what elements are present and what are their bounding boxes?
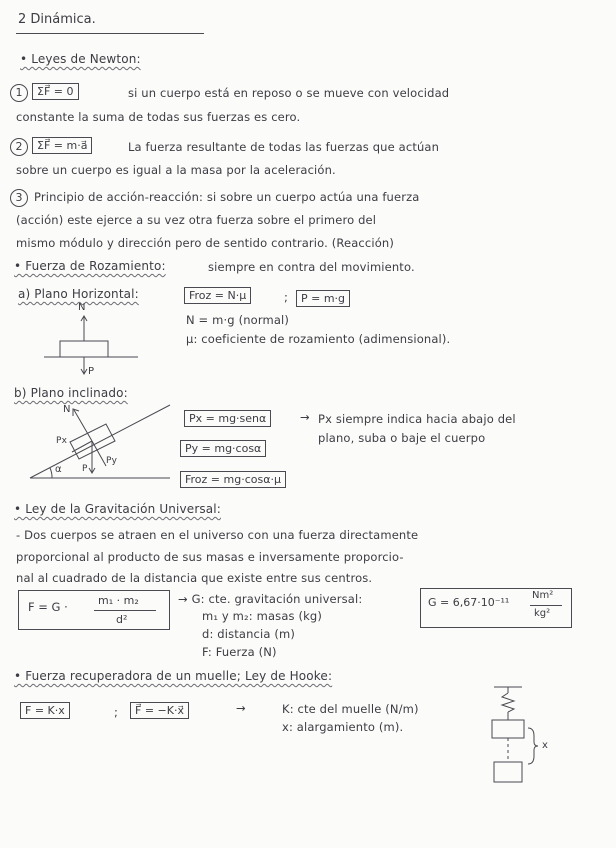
inclined-py-label: Py [106, 456, 118, 466]
inclined-froz-formula: Froz = mg·cosα·μ [180, 471, 286, 488]
law2-number: 2 [10, 138, 28, 156]
law2-text-line1: La fuerza resultante de todas las fuerzas que actúan [128, 140, 440, 154]
law2-formula: ΣF⃗ = m·a⃗ [32, 137, 92, 154]
gravitation-formula-numerator: m₁ · m₂ [98, 594, 139, 607]
hooke-formula-separator: ; [114, 705, 119, 719]
g-value: G = 6,67·10⁻¹¹ [428, 596, 510, 609]
horizontal-formula-separator: ; [284, 290, 289, 304]
g-definition: → G: cte. gravitación universal: [178, 592, 363, 606]
gravitation-heading: • Ley de la Gravitación Universal: [14, 502, 221, 516]
inclined-alpha-label: α [55, 464, 62, 475]
g-units-denominator: kg² [534, 608, 551, 619]
gravitation-text-line2: proporcional al producto de sus masas e inversamente proporcio- [16, 550, 404, 564]
px-note-line2: plano, suba o baje el cuerpo [318, 431, 486, 445]
mu-definition: μ: coeficiente de rozamiento (adimensional). [186, 332, 451, 346]
hooke-formula-vector: F⃗ = −K·x⃗ [130, 702, 189, 719]
inclined-px-label: Px [56, 436, 68, 446]
law3-text-line2: (acción) este ejerce a su vez otra fuerza sobre el primero del [16, 213, 377, 227]
inclined-weight-label: P [82, 464, 88, 474]
page-title: 2 Dinámica. [18, 12, 96, 27]
k-definition: K: cte del muelle (N/m) [282, 702, 419, 716]
gravitation-text-line3: nal al cuadrado de la distancia que existe entre sus centros. [16, 571, 373, 585]
law1-text-line1: si un cuerpo está en reposo o se mueve con velocidad [128, 86, 450, 100]
inclined-plane-label: b) Plano inclinado: [14, 386, 128, 400]
law1-number: 1 [10, 84, 28, 102]
friction-heading-note: siempre en contra del movimiento. [208, 260, 415, 274]
masses-definition: m₁ y m₂: masas (kg) [202, 609, 322, 623]
friction-heading: • Fuerza de Rozamiento: [14, 259, 166, 273]
py-formula: Py = mg·cosα [180, 440, 266, 457]
weight-formula: P = m·g [296, 290, 350, 307]
force-definition: F: Fuerza (N) [202, 645, 277, 659]
gravitation-text-line1: - Dos cuerpos se atraen en el universo con una fuerza directamente [16, 528, 419, 542]
law3-text-line3: mismo módulo y dirección pero de sentido contrario. (Reacción) [16, 236, 394, 250]
px-formula: Px = mg·senα [184, 410, 271, 427]
law1-text-line2: constante la suma de todas sus fuerzas es cero. [16, 110, 301, 124]
diagram-normal-label: N [78, 302, 86, 313]
px-note-line1: Px siempre indica hacia abajo del [318, 412, 516, 426]
diagram-weight-label: P [88, 366, 95, 377]
distance-definition: d: distancia (m) [202, 627, 295, 641]
law1-formula: ΣF⃗ = 0 [32, 83, 79, 100]
normal-definition: N = m·g (normal) [186, 313, 290, 327]
horizontal-froz-formula: Froz = N·μ [184, 287, 251, 304]
g-units-numerator: Nm² [532, 590, 554, 601]
law3-text-line1: Principio de acción-reacción: si sobre un cuerpo actúa una fuerza [34, 190, 420, 204]
law3-number: 3 [10, 189, 28, 207]
px-arrow: → [300, 410, 310, 424]
hooke-formula-scalar: F = K·x [20, 702, 70, 719]
newton-heading: • Leyes de Newton: [20, 52, 141, 66]
horizontal-plane-label: a) Plano Horizontal: [18, 287, 139, 301]
hooke-heading: • Fuerza recuperadora de un muelle; Ley de Hooke: [14, 669, 333, 683]
spring-elongation-label: x [542, 740, 549, 751]
hooke-arrow: → [236, 701, 246, 715]
x-definition: x: alargamiento (m). [282, 720, 404, 734]
gravitation-formula-denominator: d² [116, 613, 128, 626]
law2-text-line2: sobre un cuerpo es igual a la masa por la aceleración. [16, 163, 336, 177]
gravitation-formula-lhs: F = G · [28, 600, 68, 614]
inclined-normal-label: N [63, 404, 71, 415]
